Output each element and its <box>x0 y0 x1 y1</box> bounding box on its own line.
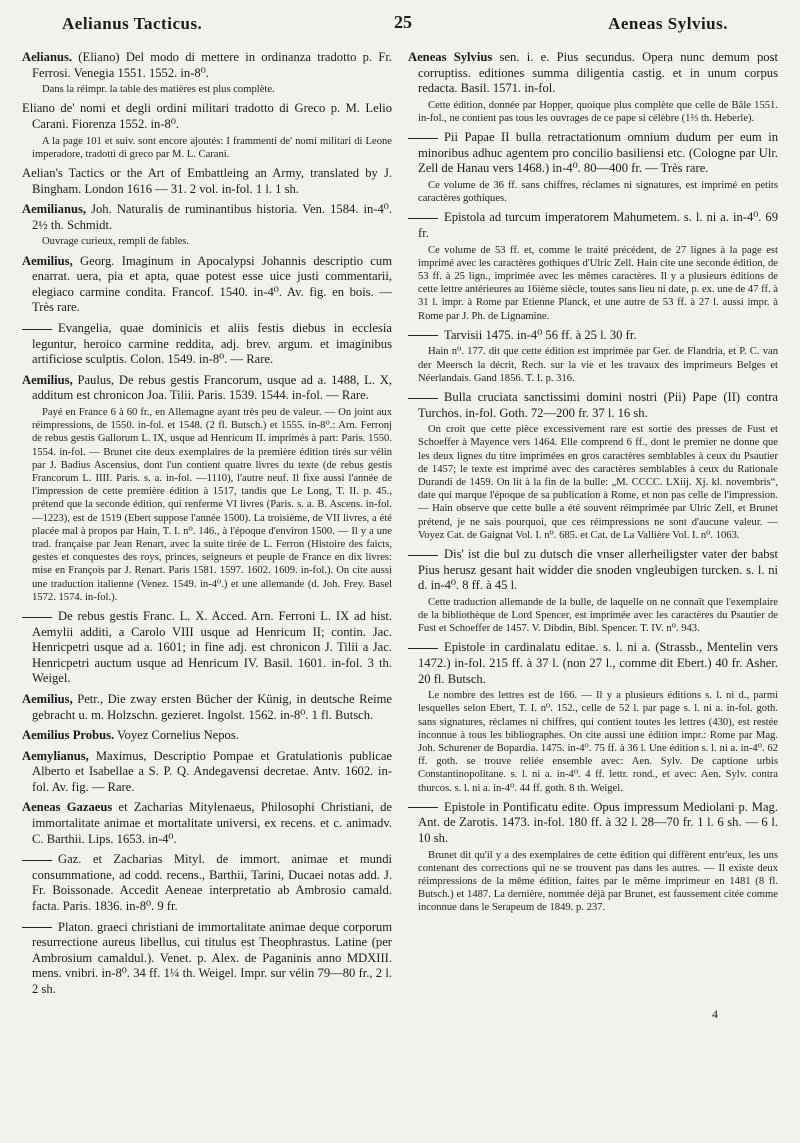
entry-main-text <box>22 852 392 914</box>
right-column <box>408 50 778 1003</box>
repeat-author-dash <box>22 860 52 861</box>
entry-citation: Tarvisii 1475. in-4⁰ 56 ff. à 25 l. 30 fr. <box>444 327 637 342</box>
entry-headword: Aemilius, <box>22 372 73 387</box>
entry-main-text <box>408 800 778 847</box>
bibliography-entry <box>22 254 392 316</box>
entry-note: Ouvrage curieux, rempli de fables. <box>42 236 190 248</box>
running-header <box>22 14 778 44</box>
entry-citation: Eliano de' nomi et degli ordini militari tradotto di Greco p. M. Lelio Carani. Fiorenza 1552. in-8⁰. <box>22 101 392 131</box>
entry-main-text <box>22 692 392 723</box>
entry-main-text <box>408 210 778 241</box>
entry-citation: Evangelia, quae dominicis et aliis festis diebus in ecclesia leguntur, heroico carmine reddita, adj. brev. argum. et imaginibus artificiose sculptis. Colon. 1549. in-8⁰. — Rare. <box>32 320 392 367</box>
bibliography-entry <box>22 728 392 744</box>
bibliography-entry <box>22 749 392 796</box>
bibliography-entry <box>408 328 778 385</box>
entry-main-text <box>22 749 392 796</box>
entry-headword: Aemilianus, <box>22 202 87 217</box>
entry-note: Brunet dit qu'il y a des exemplaires de cette édition qui diffèrent entr'eux, les uns contenant des corrections qui ne se trouvent pas dans les autres. — Il existe deux réimpressions de la même édition, faites par le même imprimeur en 1481 (8 fl. Butsch.) et 1487. La dernière, nommée déjà par Brunet, est faussement citée comme inconnue dans le Serapeum de 1849. p. 237. <box>418 849 778 914</box>
bibliography-entry <box>408 130 778 205</box>
entry-note: Ce volume de 36 ff. sans chiffres, réclames ni signatures, est imprimé en petits caractères gothiques. <box>418 179 778 205</box>
bibliography-entry <box>22 920 392 998</box>
entry-note: Dans la réimpr. la table des matières est plus complète. <box>42 84 275 96</box>
bibliography-entry <box>22 609 392 687</box>
entry-headword: Aeneas Gazaeus <box>22 800 113 815</box>
entry-headword: Aemilius Probus. <box>22 728 115 743</box>
entry-note: On croit que cette pièce excessivement rare est sortie des presses de Fust et Schoeffer à Mayence vers 1464. Elle comprend 6 ff., dont le premier ne donne que les deux lignes du titre imprimées en gros caractères semblables à ceux du Psautier de 1457; le texte est imprimé avec des caractères semblables à ceux du Rationale Durandi de 1459. On lit à la fin de la bulle: „M. CCCC. LXiij. Xj. kl. novembris“, date qui marque l'époque de sa publication à Rome, et non pas celle de l'impression. — Hain observe que cette bulle a été souvent réimprimée par Ulric Zell, et Brunet prétend, je ne sais pourquoi, que ces réimpressions ne sont d'aucune valeur. — Voyez Cat. de Gaignat Vol. I. n⁰. 685. et Cat. de La Vallière Vol. I. n⁰. 1063. <box>418 424 778 541</box>
entry-citation: Aelian's Tactics or the Art of Embattleing an Army, translated by J. Bingham. London 1616 — 31. 2 vol. in-fol. 1 l. 1 sh. <box>22 165 392 196</box>
entry-note: Le nombre des lettres est de 166. — Il y a plusieurs éditions s. l. ni d., parmi lesquelles selon Ebert, T. I. n⁰. 152., celle de 52 l. par page s. l. ni a. in-fol. goth. sans signatures, réclames ni chiffres, qui contient toutes les lettres (430), est restée inconnue à tous les bibliographes. On cite aussi une édition impr.: Rome par Mag. Joh. Schurener de Bopardia. 1475. in-4⁰. 75 ff. à 36 l. Une édition s. l. ni a. in-4⁰. 62 ff. goth. se trouve reliée ensemble avec: Aen. Sylv. De captione urbis Constantinopolitane. s. l. ni a. in-4⁰. 4 ff. lettr. rond., et avec: Aen. Sylv. contra thurcos. s. l. ni a. in-4⁰. 44 ff. goth. 8 th. Weigel. <box>418 690 778 794</box>
entry-main-text <box>22 101 392 132</box>
entry-main-text <box>408 50 778 97</box>
entry-citation: Joh. Naturalis de ruminantibus historia. Ven. 1584. in-4⁰. 2½ th. Schmidt. <box>32 202 392 232</box>
entry-citation: Epistole in cardinalatu editae. s. l. ni a. (Strassb., Mentelin vers 1472.) in-fol. 215 ff. à 37 l. (non 27 l., comme dit Ebert.) 40 fr. Asher. 20 fl. Butsch. <box>418 640 778 686</box>
bibliography-entry <box>22 321 392 368</box>
entry-citation: sen. i. e. Pius secundus. Opera nunc demum post corruptiss. editiones summa diligentia castig. et in unum corpus redacta. Basil. 1571. in-fol. <box>418 50 778 96</box>
entry-note: A la page 101 et suiv. sont encore ajoutés: I frammenti de' nomi militari di Leone imperadore, tradotti di greco par M. L. Carani. <box>32 135 392 160</box>
bibliography-entry <box>22 50 392 96</box>
bibliography-entry <box>408 547 778 635</box>
bibliography-entry <box>22 852 392 914</box>
entry-main-text <box>22 920 392 998</box>
entry-main-text <box>408 390 778 421</box>
entry-headword: Aemilius, <box>22 253 73 268</box>
left-column <box>22 50 392 1003</box>
bibliography-entry <box>408 210 778 322</box>
repeat-author-dash <box>408 138 438 139</box>
entry-note: Cette édition, donnée par Hopper, quoique plus complète que celle de Bâle 1551. in-fol., ne contient pas tous les ouvrages de ce pape si célèbre (1⅔ th. Heberle). <box>418 99 778 124</box>
entry-note: Payé en France 6 à 60 fr., en Allemagne ayant très peu de valeur. — On joint aux réimpressions, de 1550. in-fol. et 1548. (2 fl. Butsch.) et 1555. in-8⁰.: Arn. Ferronj de rebus gestis Gallorum L. IX, usque ad Henricum II. imprimés à part: Paris. 1550. 1554. in-fol. — Brunet cite deux exemplaires de la première édition tirés sur vélin par J. Badius Ascensius, dont l'un contient quatre livres du texte (de rebus gestis Francorum L. IIII. Paris. s. a. in-fol. —1110), l'autre neuf. Il fixe aussi l'année de l'impression de cette première édition à 1517, tandis que Le Long, T. II. p. 45., prétend que la seconde édition, qui renferme VI livres (Paris. s. a. B. Ascens. in-fol. —1223), est de 1519 (Ebert suppose l'année 1500). La troisième, de VII livres, a été placée mal à propos par Hain, T. I. n⁰. 146., à l'époque d'environ 1500. — Il y a une trad. française par Jean Renart, avec la suite tirée de L. Ferron (Histoire des faicts, gestes et conquestes des roys, princes, seigneurs et peuple de France en dix livres: mise en François par J. Renart. Paris 1581. 1597. 1602. 1609. in-fol.). On cite aussi une traduction italienne (Venez. 1549. in-4⁰.) et une allemande (d. Joh. Frey. Basel 1572. 1574. in-fol.). <box>32 406 392 603</box>
repeat-author-dash <box>408 807 438 808</box>
bibliography-entry <box>22 692 392 723</box>
entry-main-text <box>408 547 778 594</box>
entry-headword: Aemylianus, <box>22 748 89 763</box>
entry-main-text <box>22 373 392 404</box>
two-column-body <box>22 50 778 1003</box>
bibliography-entry <box>22 101 392 161</box>
entry-citation: Platon. graeci christiani de immortalitate animae deque corporum resurrectione aureus libellus, cui titulus est Theophrastus. Latine (per Ambrosium camaldul.). Venet. p. Alex. de Paganinis anno MDXIII. mens. vnibri. in-8⁰. 34 ff. 1¼ th. Weigel. Impr. sur vélin 79—80 fr., 2 l. 2 sh. <box>32 919 392 997</box>
entry-citation: (Eliano) Del modo di mettere in ordinanza tradotto p. Fr. Ferrosi. Venegia 1551. 1552. in-8⁰. <box>32 50 392 80</box>
entry-citation: Paulus, De rebus gestis Francorum, usque ad a. 1488, L. X, additum est chronicon Joa. Tilii. Paris. 1539. 1544. in-fol. — Rare. <box>32 372 392 403</box>
entry-citation: Bulla cruciata sanctissimi domini nostri (Pii) Pape (II) contra Turchos. in-fol. Goth. 72—200 fr. 37 l. 16 sh. <box>418 389 778 420</box>
header-left-title: Aelianus Tacticus. <box>62 14 203 33</box>
entry-citation: Gaz. et Zacharias Mityl. de immort. animae et mundi consummatione, ad codd. recens., Barthii, Tarini, Ducaei notas add. J. Fr. Boissonade. Accedit Aeneae interpretatio ab Ambrosio camald. facta. Paris. 1836. in-8⁰. 9 fr. <box>32 852 392 914</box>
page-number: 25 <box>394 12 412 32</box>
entry-headword: Aeneas Sylvius <box>408 50 493 64</box>
bibliography-entry <box>408 390 778 542</box>
entry-citation: Pii Papae II bulla retractationum omnium dudum per eum in minoribus adhuc agentem pro concilio basiliensi etc. (Cologne par Ulr. Zell de Hanau vers 1468.) in-4⁰. 80—400 fr. — Très rare. <box>418 130 778 176</box>
entry-citation: Voyez Cornelius Nepos. <box>114 728 239 743</box>
bibliography-entry <box>408 50 778 125</box>
entry-citation: De rebus gestis Franc. L. X. Acced. Arn. Ferroni L. IX ad hist. Aemylii additi, a Carolo VIII usque ad Henricum II; contin. Jac. Henricpetri usque ad a. 1601; in fine adj. est chronicon J. Tilii a Jac. Henricpetri auctum usque ad Henricum IV. Basil. 1601. in-fol. 3 th. Weigel. <box>32 608 392 686</box>
entry-main-text <box>408 328 778 344</box>
bibliography-entry <box>22 800 392 847</box>
entry-main-text <box>22 50 392 81</box>
repeat-author-dash <box>22 617 52 618</box>
repeat-author-dash <box>408 648 438 649</box>
entry-main-text <box>22 800 392 847</box>
entry-citation: Dis' ist die bul zu dutsch die vnser allerheiligster vater der babst Pius herusz gesant hait widder die snoden vngleubigen turcken. s. l. ni d. in-4⁰. 8 ff. à 45 l. <box>418 547 778 593</box>
signature-mark: 4 <box>712 1006 718 1021</box>
entry-main-text <box>22 202 392 233</box>
entry-note: Hain n⁰. 177. dit que cette édition est imprimée par Ger. de Flandria, et P. C. van der Meersch la décrit, Rech. sur la vie et les travaux des imprimeurs Belges et Néerlandais. Gand 1856. T. I. p. 316. <box>418 346 778 384</box>
repeat-author-dash <box>408 398 438 399</box>
entry-citation: Epistola ad turcum imperatorem Mahumetem. s. l. ni a. in-4⁰. 69 fr. <box>418 210 778 240</box>
entry-main-text <box>408 130 778 177</box>
entry-main-text <box>22 728 392 744</box>
entry-headword: Aemilius, <box>22 691 73 706</box>
entry-citation: Petr., Die zway ersten Bücher der Künig, in deutsche Reime gebracht u. m. Holzschn. gezieret. Ingolst. 1562. in-8⁰. 1 fl. Butsch. <box>32 691 392 722</box>
entry-citation: Georg. Imaginum in Apocalypsi Johannis descriptio cum enarrat. uera, pia et apta, quae potest esse uice justi commentarii, elegiaco carmine condita. Francof. 1540. in-4⁰. Av. fig. en bois. — Très rare. <box>32 253 392 315</box>
bibliography-entry <box>22 373 392 604</box>
entry-main-text <box>22 321 392 368</box>
bibliography-entry <box>22 166 392 197</box>
entry-main-text <box>22 166 392 197</box>
entry-headword: Aelianus. <box>22 50 73 64</box>
bibliography-entry <box>408 800 778 915</box>
entry-main-text <box>408 640 778 687</box>
bibliography-entry <box>408 640 778 794</box>
repeat-author-dash <box>22 329 52 330</box>
entry-citation: Epistole in Pontificatu edite. Opus impressum Mediolani p. Mag. Ant. de Zarotis. 1473. in-fol. 180 ff. à 32 l. 28—70 fr. 1 l. 6 sh. — 6 l. 10 sh. <box>418 799 778 845</box>
repeat-author-dash <box>408 335 438 336</box>
header-right-title: Aeneas Sylvius. <box>608 14 728 33</box>
entry-citation: et Zacharias Mitylenaeus, Philosophi Christiani, de immortalitate animae et mortalitate universi, ex recens. et c. animadv. C. Barthii. Lips. 1653. in-4⁰. <box>32 800 393 846</box>
bibliography-entry <box>22 202 392 248</box>
entry-note: Ce volume de 53 ff. et, comme le traité précédent, de 27 lignes à la page est imprimé avec les caractères gothiques d'Ulric Zell. Hain cite une seconde édition, de 53 ff. à 25 lign., imprimée avec les mêmes caractères. Il y a plusieurs éditions de cette lettre antérieures au 16ième siècle, toutes sans lieu ni date, p. ex. une de 47 ff. à 31 l. impr. à Rome par Etienne Planck, et une autre de 53 ff. à 27 l. aussi impr. à Rome par J. Ph. de Lignamine. <box>418 244 778 322</box>
entry-note: Cette traduction allemande de la bulle, de laquelle on ne connaît que l'exemplaire de la bibliothèque de Lord Spencer, est imprimée avec les caractères du Psautier de Fust et Schoeffer de 1457. V. Dibdin, Bibl. Spencer. T. IV. n⁰. 943. <box>418 596 778 635</box>
entry-main-text <box>22 254 392 316</box>
repeat-author-dash <box>408 218 438 219</box>
entry-citation: Maximus, Descriptio Pompae et Gratulationis publicae Alberto et Isabellae a S. P. Q. Andegavensi decretae. Antv. 1602. in-fol. Av. fig. — Rare. <box>32 748 392 794</box>
repeat-author-dash <box>408 555 438 556</box>
entry-main-text <box>22 609 392 687</box>
repeat-author-dash <box>22 927 52 928</box>
